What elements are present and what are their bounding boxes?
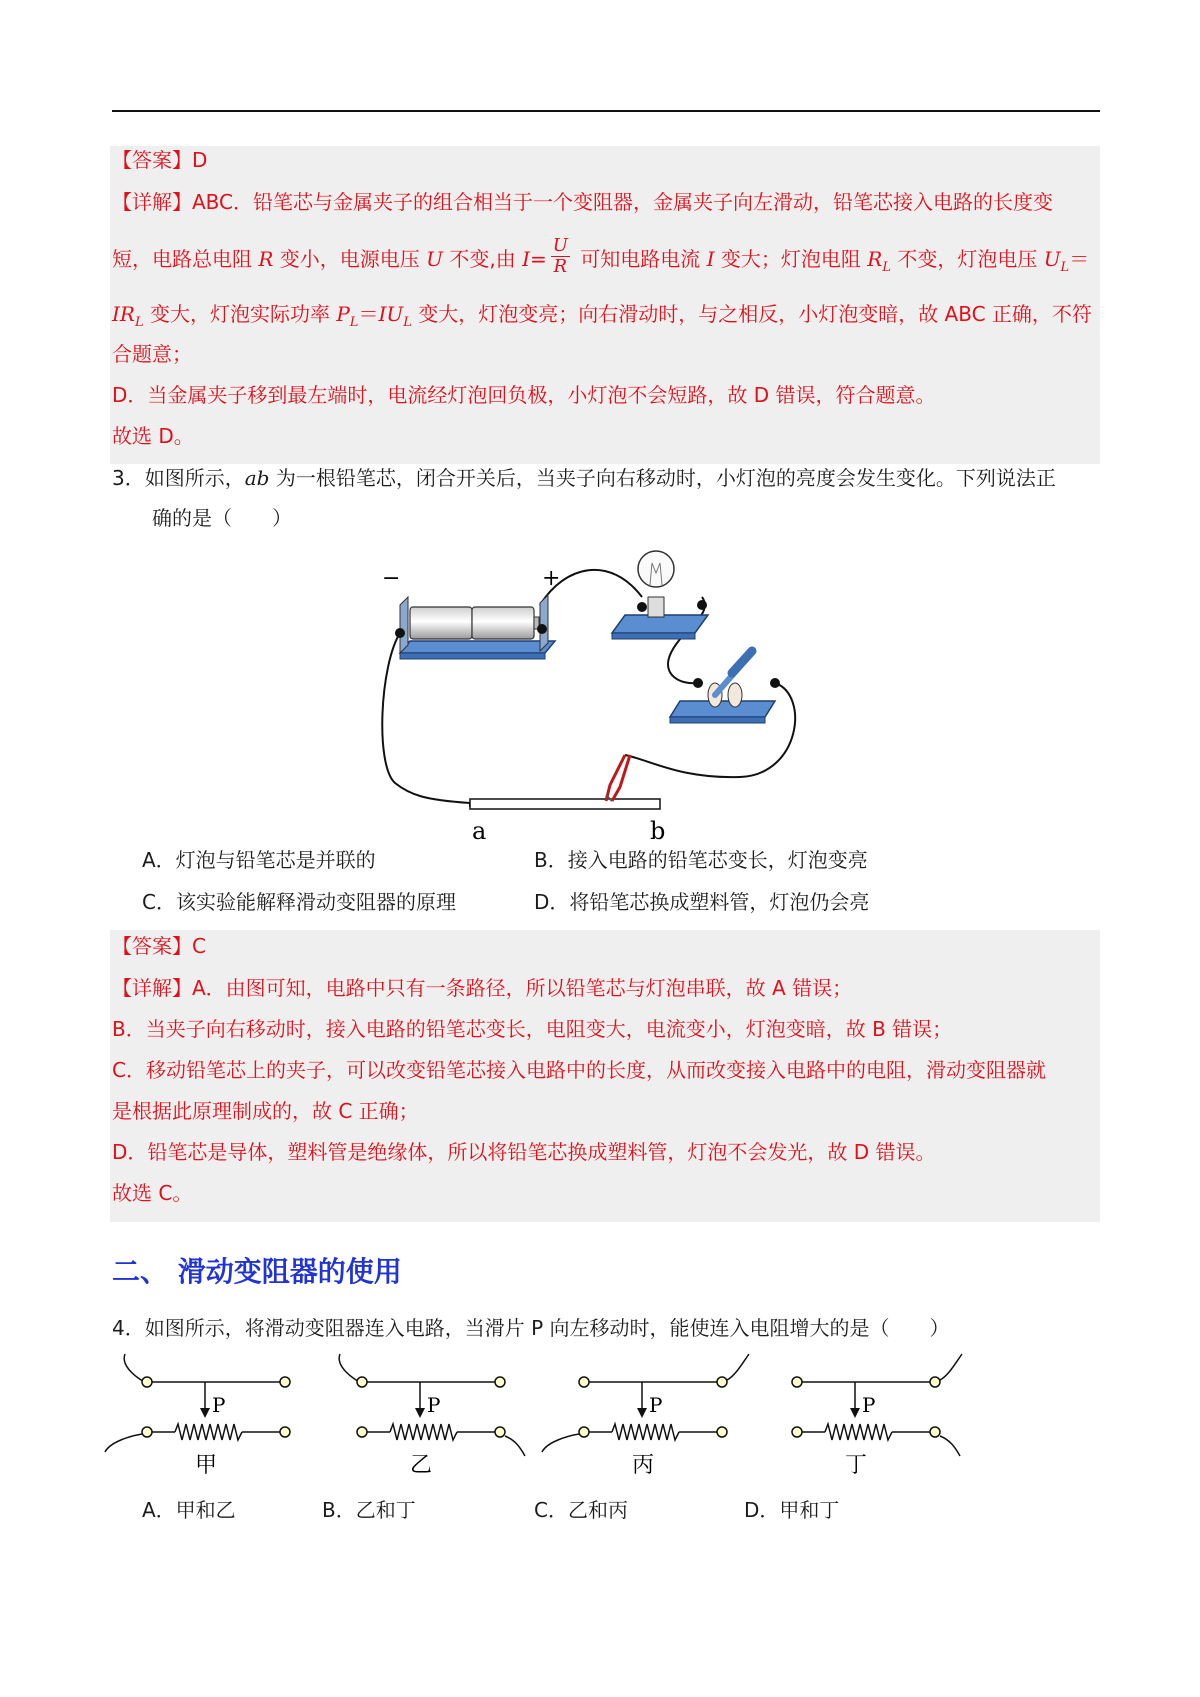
detail-line-1 (112, 974, 852, 1002)
detail-line-2 (112, 1015, 952, 1043)
var-P: P (336, 302, 350, 326)
lamp-assembly (612, 551, 708, 639)
q3-stem-line-1 (112, 464, 1056, 492)
rheostat-bing (542, 1354, 749, 1478)
subscript-L: L (882, 260, 891, 275)
diagram-label: 丙 (632, 1453, 655, 1478)
q4-option-a[interactable] (142, 1496, 236, 1524)
var-IU: IU (378, 302, 404, 326)
battery-minus-label: − (382, 566, 401, 591)
detail-text: 变大，灯泡变亮；向右滑动时，与之相反，小灯泡变暗，故 ABC 正确，不符 (418, 302, 1092, 326)
detail-text: D．铅笔芯是导体，塑料管是绝缘体，所以将铅笔芯换成塑料管，灯泡不会发光，故 D 错误。 (112, 1140, 936, 1164)
detail-label: 【详解】 (112, 976, 192, 1000)
answer-line (112, 146, 207, 174)
var-IR: IR (112, 302, 135, 326)
q4-stem (112, 1314, 950, 1342)
var-I: I (522, 247, 530, 271)
equals-sign: = (529, 247, 547, 271)
answer-line (112, 932, 206, 960)
q3-number: 3．如图所示， (112, 466, 245, 490)
q3-option-b[interactable] (534, 846, 868, 874)
pencil-lead (470, 755, 665, 845)
slider-label: P (212, 1393, 226, 1417)
q4-stem-text: 4．如图所示，将滑动变阻器连入电路，当滑片 P 向左移动时，能使连入电阻增大的是（ ） (112, 1316, 950, 1340)
detail-text: D．当金属夹子移到最左端时，电流经灯泡回负极，小灯泡不会短路，故 D 错误，符合题意。 (112, 383, 936, 407)
detail-text: C．移动铅笔芯上的夹子，可以改变铅笔芯接入电路中的长度，从而改变接入电路中的电阻，滑动变阻器就 (112, 1058, 1046, 1082)
fraction-U-over-R (551, 236, 570, 277)
label-b: b (650, 817, 666, 845)
answer-value: D (192, 148, 208, 172)
option-text: B．乙和丁 (322, 1498, 416, 1522)
q3-stem-text: 确的是（ ） (152, 506, 292, 530)
q3-option-c[interactable] (142, 888, 456, 916)
subscript-L: L (134, 315, 144, 330)
rheostat-diagrams (100, 1352, 980, 1482)
detail-line-4 (112, 1097, 419, 1125)
q3-stem-line-2 (152, 504, 292, 532)
detail-label: 【详解】 (112, 190, 192, 214)
detail-text: 故选 C。 (112, 1181, 193, 1205)
slider-label: P (649, 1393, 663, 1417)
answer-label: 【答案】 (112, 934, 192, 958)
answer-label: 【答案】 (112, 148, 192, 172)
section-heading: 二、 滑动变阻器的使用 (112, 1255, 402, 1288)
detail-line-2 (112, 235, 1090, 282)
detail-line-6 (112, 1179, 192, 1207)
detail-line-3 (112, 1056, 1046, 1084)
rheostat-jia (105, 1354, 290, 1478)
diagram-label: 甲 (195, 1453, 218, 1478)
battery-plus-label: + (542, 566, 561, 591)
detail-line-3 (112, 300, 1092, 337)
q4-option-d[interactable] (744, 1496, 839, 1524)
var-U: U (426, 247, 443, 271)
detail-text: 变小，电源电压 (279, 247, 420, 271)
detail-text: 短，电路总电阻 (112, 247, 252, 271)
detail-text: ABC．铅笔芯与金属夹子的组合相当于一个变阻器，金属夹子向左滑动，铅笔芯接入电路的长度变 (192, 190, 1054, 214)
subscript-L: L (403, 315, 412, 330)
subscript-L: L (1060, 260, 1070, 275)
fraction-numerator: U (552, 235, 568, 256)
q3-option-d[interactable] (534, 888, 869, 916)
q3-stem-text: 为一根铅笔芯，闭合开关后，当夹子向右移动时，小灯泡的亮度会发生变化。下列说法正 (275, 466, 1056, 490)
option-text: B．接入电路的铅笔芯变长，灯泡变亮 (534, 848, 868, 872)
wire (668, 597, 705, 683)
detail-line-5 (112, 1138, 936, 1166)
option-text: A．灯泡与铅笔芯是并联的 (142, 848, 376, 872)
diagram-label: 乙 (410, 1453, 433, 1478)
rheostat-ding (792, 1354, 962, 1478)
detail-text: 可知电路电流 (580, 247, 701, 271)
var-R: R (258, 247, 274, 271)
option-text: C．该实验能解释滑动变阻器的原理 (142, 890, 456, 914)
diagram-label: 丁 (845, 1453, 868, 1478)
switch-assembly (670, 651, 780, 723)
header-rule (112, 110, 1100, 112)
answer-value: C (192, 934, 206, 958)
detail-text: A．由图可知，电路中只有一条路径，所以铅笔芯与灯泡串联，故 A 错误； (192, 976, 853, 1000)
detail-text: 故选 D。 (112, 424, 194, 448)
detail-text: 是根据此原理制成的，故 C 正确； (112, 1099, 419, 1123)
option-text: D．将铅笔芯换成塑料管，灯泡仍会亮 (534, 890, 870, 914)
option-text: C．乙和丙 (534, 1498, 628, 1522)
detail-line-5 (112, 381, 936, 409)
rheostat-yi (339, 1354, 525, 1478)
var-I: I (706, 247, 715, 271)
slider-label: P (427, 1393, 441, 1417)
detail-text: 变大，灯泡实际功率 (149, 302, 330, 326)
q3-option-a[interactable] (142, 846, 376, 874)
var-UL: U (1043, 247, 1061, 271)
detail-text: 不变，灯泡电压 (897, 247, 1038, 271)
detail-text: 合题意； (112, 342, 192, 366)
option-text: A．甲和乙 (142, 1498, 236, 1522)
fraction-denominator: R (553, 256, 568, 277)
var-ab: ab (244, 466, 270, 490)
circuit-figure (380, 545, 860, 845)
slider-label: P (862, 1393, 876, 1417)
detail-line-4 (112, 340, 192, 368)
var-RL: R (867, 247, 883, 271)
detail-line-6 (112, 422, 194, 450)
q4-option-b[interactable] (322, 1496, 416, 1524)
option-text: D．甲和丁 (744, 1498, 840, 1522)
q4-option-c[interactable] (534, 1496, 628, 1524)
equals-sign: ＝ (358, 302, 379, 326)
detail-text: 不变,由 (449, 247, 516, 271)
subscript-L: L (349, 315, 359, 330)
equals-sign: ＝ (1069, 247, 1090, 271)
detail-text: 变大；灯泡电阻 (720, 247, 861, 271)
label-a: a (472, 817, 487, 845)
detail-text: B．当夹子向右移动时，接入电路的铅笔芯变长，电阻变大，电流变小，灯泡变暗，故 B 错误； (112, 1017, 953, 1041)
detail-line-1 (112, 188, 1053, 216)
battery-holder (382, 566, 560, 659)
